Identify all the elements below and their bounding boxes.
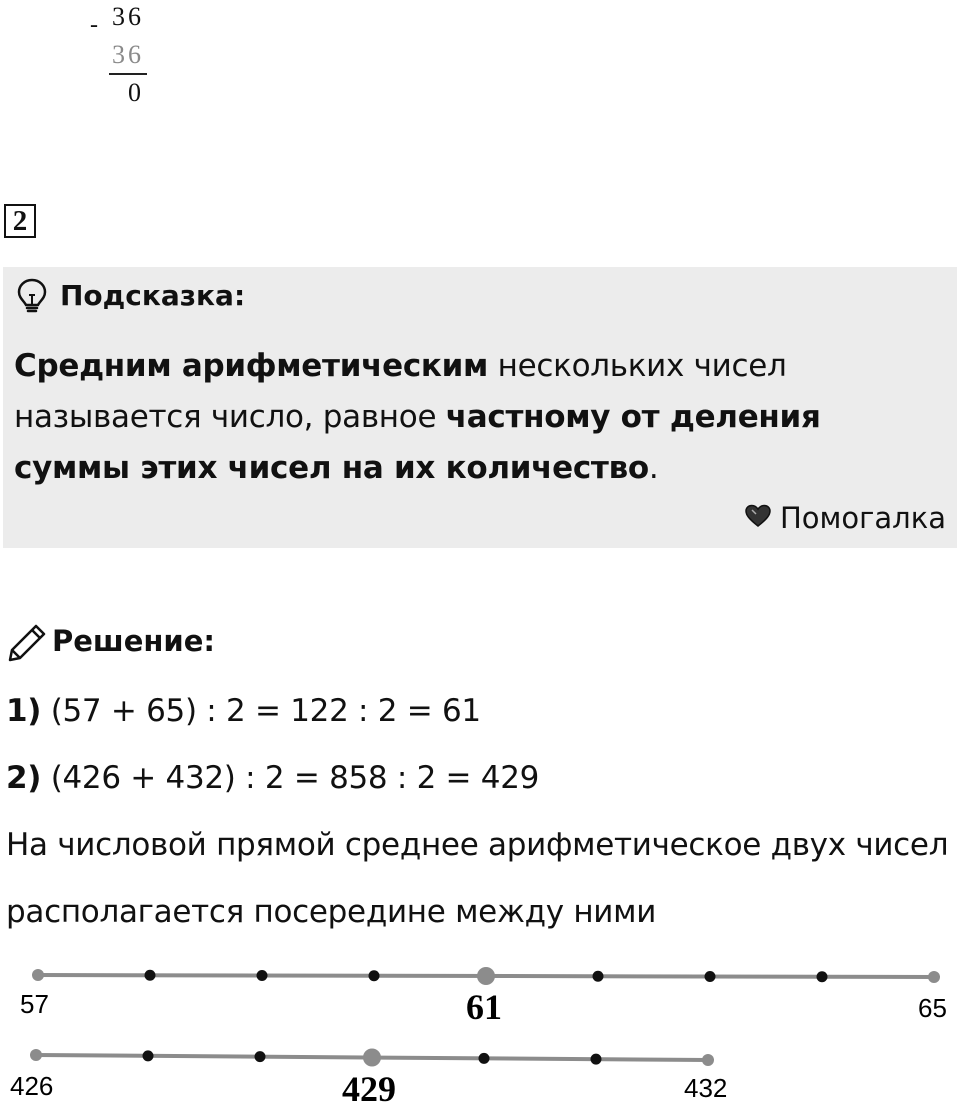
hint-bold-definition: частному от деления суммы этих чисел на их количество: [14, 399, 821, 486]
step-2-text: (426 + 432) : 2 = 858 : 2 = 429: [41, 760, 540, 796]
number-line-2-tick-point: [255, 1051, 266, 1062]
number-line-1-start-point: [32, 969, 44, 981]
hint-plain-2: .: [648, 450, 659, 486]
number-line-1-tick-point: [369, 970, 380, 981]
division-dividend-part: 36: [112, 2, 144, 31]
number-line-1-midpoint-label: 61: [466, 987, 502, 1027]
number-line-2-tick-point: [591, 1054, 602, 1065]
solution-step-2: [6, 760, 539, 796]
hint-plain-1: нескольких чисел называется число, равное: [14, 348, 787, 435]
number-line-1-tick-point: [593, 971, 604, 982]
number-line-426-432: [10, 1049, 727, 1107]
pencil-icon: [6, 622, 48, 668]
credit-text: Помогалка: [780, 501, 946, 535]
credit-line: [744, 501, 946, 535]
task-number-box: 2: [4, 204, 36, 238]
number-line-57-65: [20, 967, 947, 1027]
number-line-2-start-point: [30, 1049, 42, 1061]
division-minus-sign: -: [90, 12, 98, 38]
number-lines-figure: [0, 955, 960, 1107]
solution-note-line-1: На числовой прямой среднее арифметическое двух чисел: [6, 827, 949, 863]
hint-title: Подсказка:: [60, 279, 246, 312]
number-line-1-midpoint: [477, 967, 495, 985]
division-remainder: 0: [128, 78, 141, 107]
number-line-2-tick-point: [479, 1053, 490, 1064]
number-line-2-midpoint: [363, 1049, 381, 1067]
step-2-label: 2): [6, 760, 42, 796]
solution-title: Решение:: [52, 624, 216, 658]
solution-note-line-2: располагается посередине между ними: [6, 894, 657, 930]
number-line-1-tick-point: [145, 970, 156, 981]
step-1-label: 1): [6, 693, 42, 729]
hint-text: [14, 341, 944, 494]
division-rule: [109, 73, 147, 75]
number-line-2-midpoint-label: 429: [342, 1069, 396, 1107]
number-line-1-tick-point: [817, 971, 828, 982]
solution-step-1: [6, 693, 481, 729]
number-line-2-end-point: [702, 1054, 714, 1066]
step-1-text: (57 + 65) : 2 = 122 : 2 = 61: [41, 693, 481, 729]
hint-bold-term: Средним арифметическим: [14, 348, 489, 384]
number-line-1-end-point: [928, 971, 940, 983]
number-line-1-end-label: 65: [918, 993, 947, 1023]
division-subtrahend: 36: [112, 40, 144, 69]
number-line-1-tick-point: [257, 970, 268, 981]
number-line-2-tick-point: [143, 1050, 154, 1061]
number-line-2-end-label: 432: [684, 1073, 728, 1103]
number-line-1-tick-point: [705, 971, 716, 982]
lightbulb-icon: [16, 278, 48, 318]
number-line-1-start-label: 57: [20, 989, 49, 1019]
heart-icon: [744, 501, 772, 535]
number-line-2-start-label: 426: [10, 1071, 54, 1101]
